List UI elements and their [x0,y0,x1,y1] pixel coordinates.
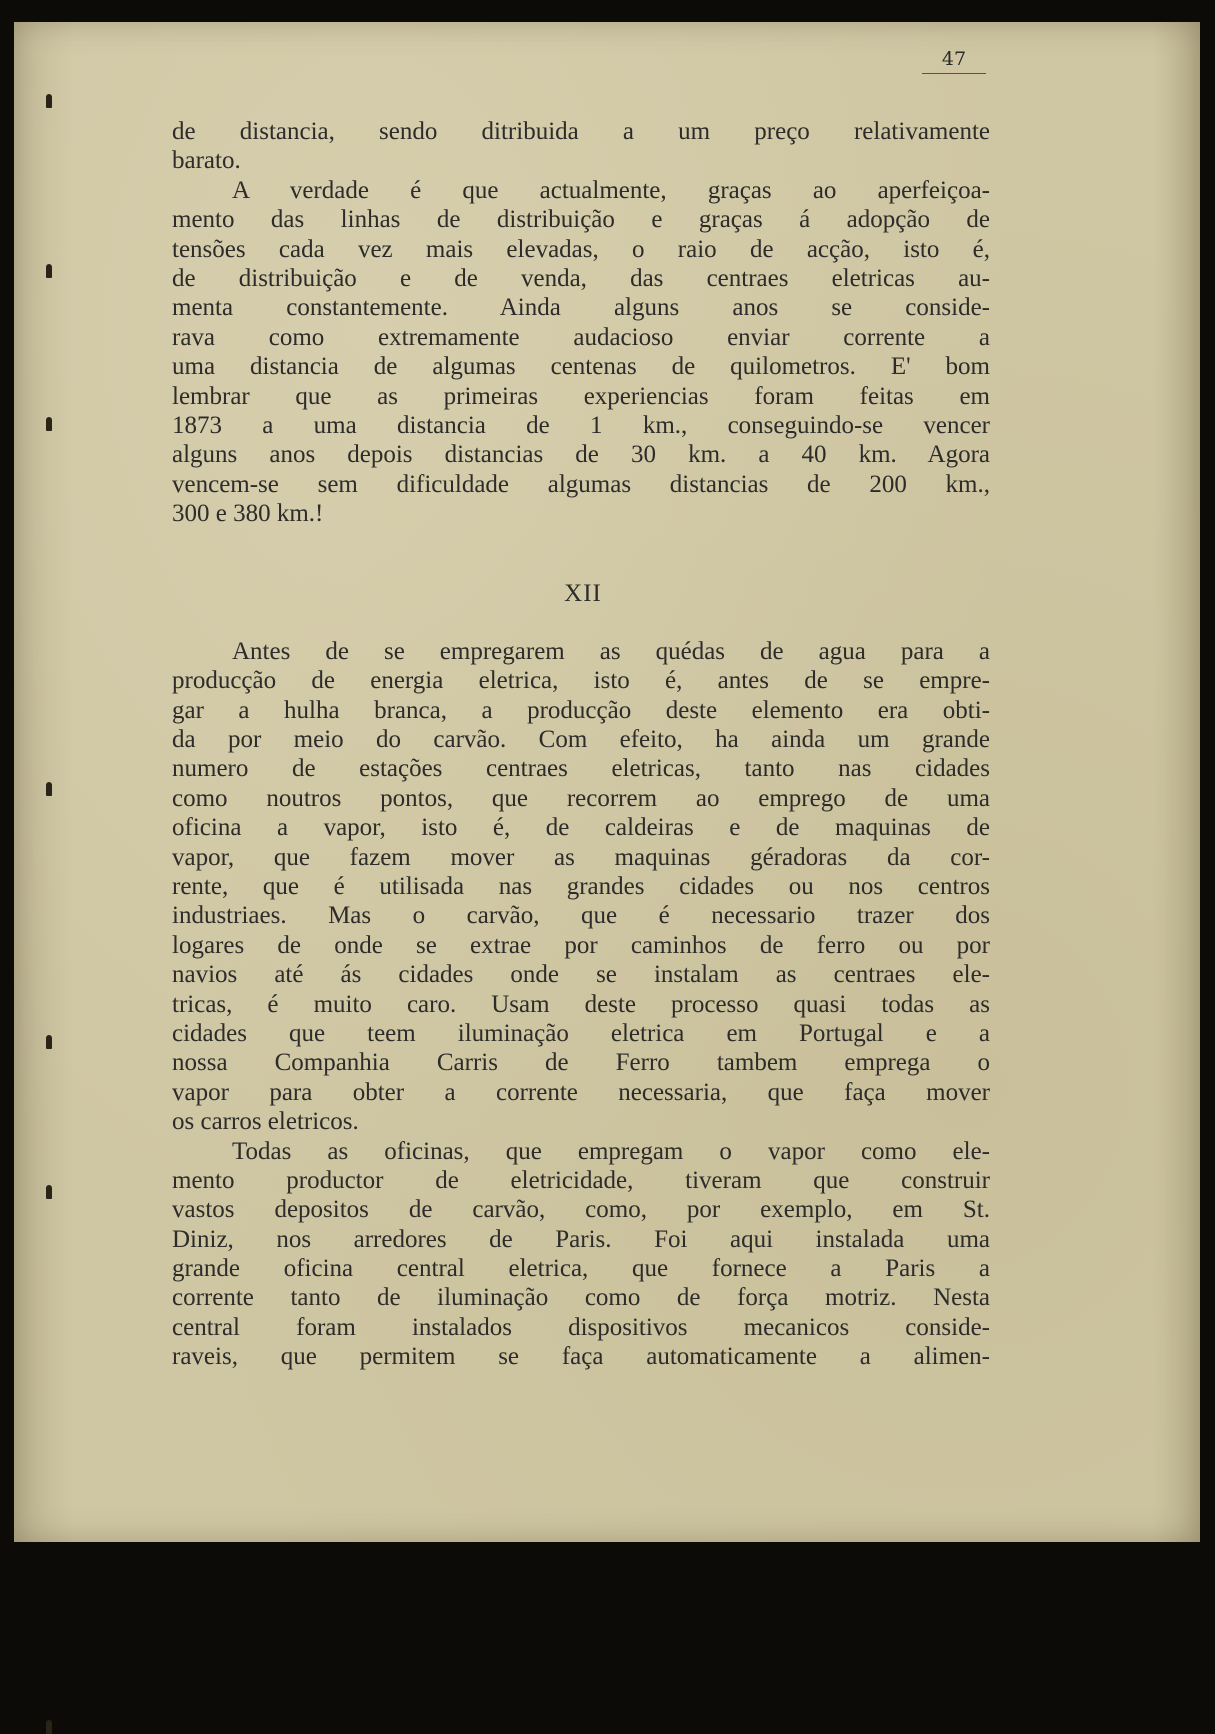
binding-mark [46,1185,52,1199]
text-line: os carros eletricos. [172,1108,359,1136]
text-line: barato. [172,147,241,175]
text-line: uma distancia de algumas centenas de quilometros. E' bom [172,353,990,381]
text-line: raveis, que permitem se faça automaticamente a alimen- [172,1343,990,1371]
book-page [14,22,1200,1542]
text-line: vencem-se sem dificuldade algumas distancias de 200 km., [172,470,990,498]
text-line: navios até ás cidades onde se instalam as centraes ele- [172,961,990,989]
text-line: producção de energia eletrica, isto é, antes de se empre- [172,667,990,695]
text-line: Todas as oficinas, que empregam o vapor como ele- [232,1137,990,1165]
binding-marks [46,22,62,1542]
text-line: oficina a vapor, isto é, de caldeiras e de maquinas de [172,814,990,842]
text-line: de distribuição e de venda, das centraes eletricas au- [172,264,990,292]
text-line: 300 e 380 km.! [172,500,324,528]
text-line: tricas, é muito caro. Usam deste processo quasi todas as [172,990,990,1018]
body-text [172,117,990,1372]
text-line: corrente tanto de iluminação como de força motriz. Nesta [172,1284,990,1312]
paragraph [172,1137,990,1372]
text-line: cidades que teem iluminação eletrica em Portugal e a [172,1019,990,1047]
text-line: mento productor de eletricidade, tiveram que construir [172,1166,990,1194]
text-line: 1873 a uma distancia de 1 km., conseguindo-se vencer [172,411,990,439]
binding-mark [46,782,52,796]
text-line: Diniz, nos arredores de Paris. Foi aqui instalada uma [172,1225,990,1253]
section-heading: XII [564,580,602,608]
paragraph [172,176,990,529]
text-line: alguns anos depois distancias de 30 km. a 40 km. Agora [172,441,990,469]
text-line: como noutros pontos, que recorrem ao emprego de uma [172,784,990,812]
text-line: nossa Companhia Carris de Ferro tambem emprega o [172,1049,990,1077]
text-line: logares de onde se extrae por caminhos de ferro ou por [172,931,990,959]
text-line: de distancia, sendo ditribuida a um preço relativamente [172,118,990,145]
text-line: mento das linhas de distribuição e graças á adopção de [172,206,990,234]
text-line: numero de estações centraes eletricas, tanto nas cidades [172,755,990,783]
text-line: Antes de se empregarem as quédas de agua para a [232,637,990,665]
text-line: grande oficina central eletrica, que fornece a Paris a [172,1255,990,1283]
text-line: central foram instalados dispositivos mecanicos conside- [172,1313,990,1341]
paragraph [172,637,990,1137]
text-line: gar a hulha branca, a producção deste elemento era obti- [172,696,990,724]
text-line: da por meio do carvão. Com efeito, ha ainda um grande [172,726,990,754]
text-line: industriaes. Mas o carvão, que é necessario trazer dos [172,902,990,930]
text-line: A verdade é que actualmente, graças ao aperfeiçoa- [232,176,990,204]
text-line: vastos depositos de carvão, como, por exemplo, em St. [172,1196,990,1224]
binding-mark [46,264,52,278]
text-line: menta constantemente. Ainda alguns anos se conside- [172,294,990,322]
text-line: lembrar que as primeiras experiencias foram feitas em [172,382,990,410]
binding-mark [46,1720,52,1734]
binding-mark [46,417,52,431]
text-line: vapor, que fazem mover as maquinas géradoras da cor- [172,843,990,871]
text-line: tensões cada vez mais elevadas, o raio de acção, isto é, [172,235,990,263]
page-number: 47 [922,48,986,74]
paragraph [172,117,990,176]
text-line: rente, que é utilisada nas grandes cidades ou nos centros [172,872,990,900]
text-line: rava como extremamente audacioso enviar corrente a [172,323,990,351]
binding-mark [46,1035,52,1049]
text-line: vapor para obter a corrente necessaria, que faça mover [172,1078,990,1106]
binding-mark [46,94,52,108]
